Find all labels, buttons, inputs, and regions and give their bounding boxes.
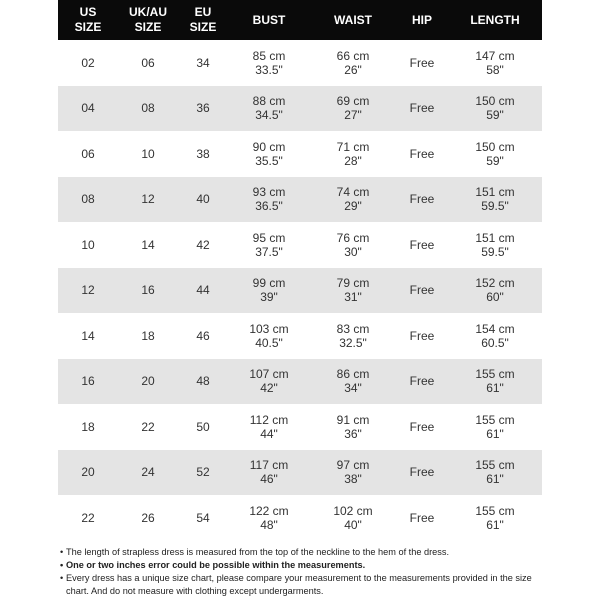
cell-bust-bust-cm: 107 cm <box>249 367 289 382</box>
cell-waist <box>310 495 396 541</box>
cell-length-length-in: 60.5" <box>481 335 509 350</box>
cell-ukau-size <box>118 359 178 405</box>
cell-ukau-size-ukau: 24 <box>141 465 155 480</box>
cell-waist-waist-in: 38" <box>344 472 362 487</box>
table-row <box>58 222 542 268</box>
cell-bust-bust-cm: 85 cm <box>252 48 286 63</box>
cell-bust <box>228 359 310 405</box>
cell-waist-waist-in: 28" <box>344 153 362 168</box>
note-text: The length of strapless dress is measured from the top of the neckline to the hem of the dress. <box>66 547 450 557</box>
cell-waist <box>310 177 396 223</box>
table-row <box>58 450 542 496</box>
cell-bust-bust-cm: 95 cm <box>252 230 286 245</box>
cell-waist-waist-in: 32.5" <box>339 335 367 350</box>
table-row <box>58 404 542 450</box>
cell-hip-hip: Free <box>409 55 435 70</box>
cell-bust-bust-cm: 99 cm <box>252 276 286 291</box>
cell-bust-bust-in: 46" <box>260 472 278 487</box>
table-row <box>58 359 542 405</box>
cell-length-length-in: 59" <box>486 153 504 168</box>
cell-bust <box>228 450 310 496</box>
cell-us-size <box>58 86 118 132</box>
cell-us-size-us: 02 <box>81 55 95 70</box>
cell-waist-waist-in: 36" <box>344 426 362 441</box>
cell-us-size <box>58 222 118 268</box>
cell-bust <box>228 177 310 223</box>
cell-eu-size-eu: 36 <box>196 101 210 116</box>
cell-hip <box>396 222 448 268</box>
cell-eu-size-eu: 48 <box>196 374 210 389</box>
cell-ukau-size <box>118 404 178 450</box>
table-row <box>58 495 542 541</box>
cell-bust-bust-in: 42" <box>260 381 278 396</box>
bullet-icon: • <box>60 547 64 557</box>
cell-us-size-us: 18 <box>81 419 95 434</box>
cell-length-length-cm: 151 cm <box>475 185 515 200</box>
cell-ukau-size-ukau: 20 <box>141 374 155 389</box>
cell-eu-size <box>178 313 228 359</box>
cell-length-length-cm: 147 cm <box>475 48 515 63</box>
cell-bust-bust-in: 44" <box>260 426 278 441</box>
cell-length-length-cm: 155 cm <box>475 458 515 473</box>
cell-length <box>448 222 542 268</box>
cell-bust <box>228 495 310 541</box>
cell-us-size <box>58 450 118 496</box>
cell-hip <box>396 40 448 86</box>
cell-hip <box>396 313 448 359</box>
cell-bust <box>228 40 310 86</box>
cell-ukau-size <box>118 450 178 496</box>
cell-length-length-cm: 154 cm <box>475 321 515 336</box>
cell-length-length-cm: 151 cm <box>475 230 515 245</box>
cell-hip-hip: Free <box>409 374 435 389</box>
cell-waist <box>310 450 396 496</box>
cell-us-size-us: 08 <box>81 192 95 207</box>
cell-bust <box>228 222 310 268</box>
cell-eu-size <box>178 268 228 314</box>
cell-waist-waist-in: 26" <box>344 62 362 77</box>
cell-length-length-in: 61" <box>486 426 504 441</box>
cell-ukau-size <box>118 86 178 132</box>
cell-eu-size <box>178 40 228 86</box>
cell-ukau-size-ukau: 16 <box>141 283 155 298</box>
cell-ukau-size-ukau: 22 <box>141 419 155 434</box>
cell-ukau-size-ukau: 10 <box>141 146 155 161</box>
cell-hip <box>396 359 448 405</box>
header-waist: WAIST <box>334 12 372 27</box>
cell-eu-size-eu: 52 <box>196 465 210 480</box>
table-row <box>58 268 542 314</box>
cell-bust-bust-in: 48" <box>260 517 278 532</box>
cell-us-size <box>58 131 118 177</box>
cell-eu-size <box>178 86 228 132</box>
cell-bust-bust-in: 35.5" <box>255 153 283 168</box>
cell-length <box>448 495 542 541</box>
cell-hip <box>396 268 448 314</box>
cell-waist-waist-cm: 76 cm <box>336 230 370 245</box>
table-row <box>58 177 542 223</box>
cell-bust-bust-cm: 117 cm <box>249 458 289 473</box>
cell-waist-waist-in: 27" <box>344 108 362 123</box>
bullet-icon: • <box>60 573 64 583</box>
cell-ukau-size-ukau: 14 <box>141 237 155 252</box>
cell-waist <box>310 222 396 268</box>
cell-hip-hip: Free <box>409 146 435 161</box>
cell-waist-waist-cm: 83 cm <box>336 321 370 336</box>
cell-waist-waist-cm: 74 cm <box>336 185 370 200</box>
cell-waist-waist-cm: 86 cm <box>336 367 370 382</box>
cell-waist-waist-in: 31" <box>344 290 362 305</box>
cell-eu-size <box>178 450 228 496</box>
size-table-body <box>58 40 542 541</box>
cell-ukau-size-ukau: 06 <box>141 55 155 70</box>
cell-waist-waist-in: 34" <box>344 381 362 396</box>
cell-length-length-cm: 150 cm <box>475 94 515 109</box>
cell-waist-waist-in: 40" <box>344 517 362 532</box>
cell-us-size-us: 06 <box>81 146 95 161</box>
cell-length <box>448 450 542 496</box>
cell-ukau-size-ukau: 12 <box>141 192 155 207</box>
cell-hip <box>396 404 448 450</box>
cell-length-length-cm: 155 cm <box>475 412 515 427</box>
cell-ukau-size <box>118 495 178 541</box>
cell-us-size <box>58 313 118 359</box>
cell-waist <box>310 131 396 177</box>
cell-eu-size-eu: 34 <box>196 55 210 70</box>
cell-length-length-in: 61" <box>486 472 504 487</box>
note-strapless-length <box>60 546 546 559</box>
cell-bust <box>228 86 310 132</box>
cell-ukau-size-ukau: 08 <box>141 101 155 116</box>
cell-ukau-size <box>118 40 178 86</box>
cell-bust-bust-in: 39" <box>260 290 278 305</box>
bullet-icon: • <box>60 560 64 570</box>
cell-waist <box>310 359 396 405</box>
cell-us-size-us: 10 <box>81 237 95 252</box>
cell-hip-hip: Free <box>409 328 435 343</box>
cell-waist-waist-cm: 71 cm <box>336 139 370 154</box>
cell-waist-waist-cm: 79 cm <box>336 276 370 291</box>
cell-length-length-cm: 152 cm <box>475 276 515 291</box>
cell-bust <box>228 404 310 450</box>
cell-waist-waist-in: 30" <box>344 244 362 259</box>
table-row <box>58 86 542 132</box>
cell-length <box>448 313 542 359</box>
cell-us-size <box>58 268 118 314</box>
cell-waist-waist-cm: 66 cm <box>336 48 370 63</box>
note-text: Every dress has a unique size chart, please compare your measurement to the measurements provided in the size chart. And do not measure with clothing except undergarments. <box>66 573 532 596</box>
cell-waist-waist-cm: 69 cm <box>336 94 370 109</box>
header-us-size: US SIZE <box>74 5 102 34</box>
cell-ukau-size <box>118 268 178 314</box>
table-row <box>58 131 542 177</box>
cell-bust <box>228 313 310 359</box>
cell-hip <box>396 131 448 177</box>
cell-eu-size-eu: 40 <box>196 192 210 207</box>
header-bust: BUST <box>252 12 286 27</box>
cell-hip-hip: Free <box>409 101 435 116</box>
size-table <box>58 0 542 541</box>
table-header-row <box>58 0 542 40</box>
cell-ukau-size <box>118 313 178 359</box>
cell-us-size <box>58 40 118 86</box>
cell-length <box>448 86 542 132</box>
cell-waist-waist-cm: 91 cm <box>336 412 370 427</box>
cell-length-length-cm: 155 cm <box>475 503 515 518</box>
cell-waist <box>310 86 396 132</box>
cell-us-size-us: 16 <box>81 374 95 389</box>
cell-us-size <box>58 404 118 450</box>
cell-waist <box>310 404 396 450</box>
cell-waist <box>310 313 396 359</box>
cell-hip-hip: Free <box>409 465 435 480</box>
cell-eu-size-eu: 38 <box>196 146 210 161</box>
cell-bust <box>228 268 310 314</box>
header-length: LENGTH <box>470 12 520 27</box>
cell-us-size-us: 14 <box>81 328 95 343</box>
cell-eu-size-eu: 42 <box>196 237 210 252</box>
cell-length-length-in: 58" <box>486 62 504 77</box>
cell-eu-size-eu: 46 <box>196 328 210 343</box>
cell-waist-waist-cm: 97 cm <box>336 458 370 473</box>
cell-hip-hip: Free <box>409 237 435 252</box>
cell-eu-size-eu: 50 <box>196 419 210 434</box>
cell-length-length-in: 61" <box>486 517 504 532</box>
cell-bust-bust-in: 33.5" <box>255 62 283 77</box>
cell-hip <box>396 177 448 223</box>
cell-us-size <box>58 359 118 405</box>
cell-eu-size-eu: 44 <box>196 283 210 298</box>
cell-waist <box>310 40 396 86</box>
cell-eu-size <box>178 131 228 177</box>
cell-hip <box>396 86 448 132</box>
note-text: One or two inches error could be possible within the measurements. <box>66 560 366 570</box>
cell-us-size-us: 22 <box>81 510 95 525</box>
cell-us-size <box>58 177 118 223</box>
table-row <box>58 40 542 86</box>
cell-length <box>448 40 542 86</box>
cell-eu-size <box>178 495 228 541</box>
cell-eu-size <box>178 359 228 405</box>
cell-bust-bust-cm: 88 cm <box>252 94 286 109</box>
cell-ukau-size-ukau: 26 <box>141 510 155 525</box>
cell-eu-size <box>178 222 228 268</box>
cell-bust-bust-cm: 103 cm <box>249 321 289 336</box>
cell-bust-bust-in: 36.5" <box>255 199 283 214</box>
cell-hip-hip: Free <box>409 283 435 298</box>
cell-length <box>448 359 542 405</box>
cell-length <box>448 268 542 314</box>
cell-eu-size-eu: 54 <box>196 510 210 525</box>
cell-hip-hip: Free <box>409 419 435 434</box>
cell-hip-hip: Free <box>409 510 435 525</box>
cell-us-size <box>58 495 118 541</box>
cell-bust-bust-cm: 122 cm <box>249 503 289 518</box>
cell-ukau-size-ukau: 18 <box>141 328 155 343</box>
cell-us-size-us: 12 <box>81 283 95 298</box>
cell-us-size-us: 04 <box>81 101 95 116</box>
cell-hip-hip: Free <box>409 192 435 207</box>
note-measurement-error <box>60 559 546 572</box>
cell-bust-bust-cm: 90 cm <box>252 139 286 154</box>
cell-waist <box>310 268 396 314</box>
cell-length-length-in: 59" <box>486 108 504 123</box>
cell-hip <box>396 495 448 541</box>
cell-length-length-in: 59.5" <box>481 199 509 214</box>
cell-ukau-size <box>118 222 178 268</box>
cell-ukau-size <box>118 131 178 177</box>
cell-length <box>448 404 542 450</box>
cell-length <box>448 177 542 223</box>
cell-bust-bust-in: 37.5" <box>255 244 283 259</box>
cell-length <box>448 131 542 177</box>
cell-eu-size <box>178 404 228 450</box>
note-compare-measurements <box>60 572 546 598</box>
cell-length-length-cm: 155 cm <box>475 367 515 382</box>
cell-bust-bust-cm: 93 cm <box>252 185 286 200</box>
cell-bust-bust-in: 40.5" <box>255 335 283 350</box>
cell-bust-bust-cm: 112 cm <box>249 412 289 427</box>
header-ukau-size: UK/AU SIZE <box>129 5 167 34</box>
cell-ukau-size <box>118 177 178 223</box>
cell-waist-waist-cm: 102 cm <box>333 503 373 518</box>
cell-bust-bust-in: 34.5" <box>255 108 283 123</box>
cell-length-length-in: 59.5" <box>481 244 509 259</box>
cell-hip <box>396 450 448 496</box>
header-eu-size: EU SIZE <box>189 5 217 34</box>
cell-length-length-in: 60" <box>486 290 504 305</box>
cell-us-size-us: 20 <box>81 465 95 480</box>
cell-length-length-in: 61" <box>486 381 504 396</box>
header-hip: HIP <box>411 12 432 27</box>
cell-length-length-cm: 150 cm <box>475 139 515 154</box>
cell-eu-size <box>178 177 228 223</box>
size-chart <box>58 0 542 541</box>
notes <box>60 546 546 598</box>
cell-bust <box>228 131 310 177</box>
table-row <box>58 313 542 359</box>
cell-waist-waist-in: 29" <box>344 199 362 214</box>
